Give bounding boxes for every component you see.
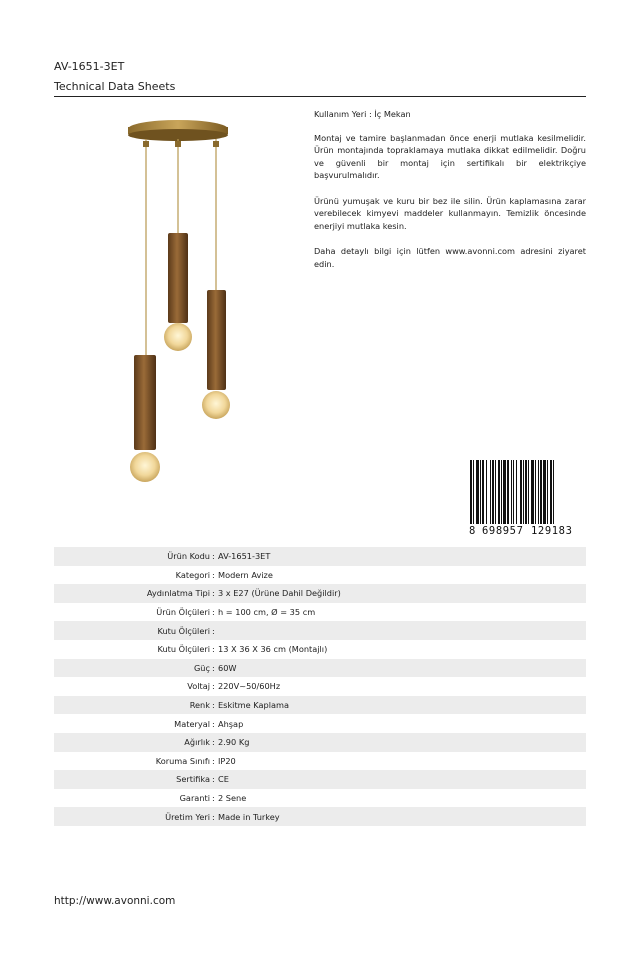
spec-row bbox=[54, 621, 586, 640]
usage-location: Kullanım Yeri : İç Mekan bbox=[314, 109, 411, 119]
spec-row bbox=[54, 807, 586, 826]
spec-value: 2 Sene bbox=[218, 793, 247, 804]
barcode-digits-left: 698957 bbox=[482, 525, 524, 536]
barcode-bar bbox=[492, 460, 494, 524]
spec-value: h = 100 cm, Ø = 35 cm bbox=[218, 607, 316, 618]
spec-row bbox=[54, 714, 586, 733]
spec-label: Voltaj bbox=[187, 681, 210, 692]
header-product-code: AV-1651-3ET bbox=[54, 60, 125, 73]
spec-label: Materyal bbox=[174, 718, 210, 729]
spec-value: Modern Avize bbox=[218, 569, 273, 580]
spec-row bbox=[54, 659, 586, 678]
barcode-bar bbox=[480, 460, 481, 524]
spec-row bbox=[54, 566, 586, 585]
spec-label: Güç bbox=[193, 662, 210, 673]
spec-value: 13 X 36 X 36 cm (Montajlı) bbox=[218, 644, 328, 655]
spec-value: Eskitme Kaplama bbox=[218, 700, 290, 711]
spec-label: Ağırlık bbox=[184, 737, 210, 748]
spec-row bbox=[54, 752, 586, 771]
spec-label: Renk bbox=[189, 700, 210, 711]
spec-label: Üretim Yeri bbox=[165, 811, 210, 822]
spec-label: Kategori bbox=[175, 569, 210, 580]
barcode-bar bbox=[547, 460, 548, 524]
barcode-bar bbox=[513, 460, 514, 524]
spec-separator: : bbox=[212, 681, 215, 692]
barcode-bar bbox=[503, 460, 506, 524]
spec-row bbox=[54, 640, 586, 659]
spec-separator: : bbox=[212, 607, 215, 618]
barcode-bar bbox=[528, 460, 529, 524]
barcode-digit-lead: 8 bbox=[469, 525, 476, 536]
barcode bbox=[468, 458, 586, 536]
barcode-bar bbox=[540, 460, 542, 524]
barcode-bar bbox=[543, 460, 546, 524]
spec-row bbox=[54, 547, 586, 566]
barcode-bar bbox=[498, 460, 500, 524]
spec-label: Ürün Ölçüleri bbox=[156, 607, 210, 618]
spec-label: Koruma Sınıfı bbox=[155, 755, 210, 766]
spec-separator: : bbox=[212, 588, 215, 599]
spec-separator: : bbox=[212, 811, 215, 822]
barcode-bar bbox=[520, 460, 522, 524]
spec-label: Kutu Ölçüleri bbox=[157, 625, 210, 636]
spec-table bbox=[54, 547, 586, 826]
barcode-bar bbox=[482, 460, 484, 524]
usage-info bbox=[314, 108, 586, 283]
barcode-bar bbox=[490, 460, 491, 524]
footer-url[interactable]: http://www.avonni.com bbox=[54, 895, 176, 907]
spec-value: Ahşap bbox=[218, 718, 244, 729]
spec-row bbox=[54, 677, 586, 696]
barcode-bar bbox=[486, 460, 487, 524]
barcode-bar bbox=[501, 460, 502, 524]
barcode-bar bbox=[523, 460, 524, 524]
barcode-bar bbox=[470, 460, 472, 524]
spec-label: Aydınlatma Tipi bbox=[146, 588, 210, 599]
spec-separator: : bbox=[212, 700, 215, 711]
spec-label: Sertifika bbox=[176, 774, 210, 785]
spec-label: Ürün Kodu bbox=[167, 551, 210, 562]
barcode-bar bbox=[495, 460, 496, 524]
spec-value: 3 x E27 (Ürüne Dahil Değildir) bbox=[218, 588, 341, 599]
spec-value: Made in Turkey bbox=[218, 811, 280, 822]
spec-separator: : bbox=[212, 551, 215, 562]
spec-row bbox=[54, 603, 586, 622]
spec-value: 2.90 Kg bbox=[218, 737, 250, 748]
barcode-bar bbox=[516, 460, 517, 524]
spec-separator: : bbox=[212, 737, 215, 748]
spec-value: 220V~50/60Hz bbox=[218, 681, 281, 692]
spec-label: Garanti bbox=[179, 793, 210, 804]
spec-value: CE bbox=[218, 774, 229, 785]
cleaning-instructions: Ürünü yumuşak ve kuru bir bez ile silin. Ürün kaplamasına zarar verebilecek kimyevi maddeler kullanmayın. Temizlik öncesinde enerjiyi mutlaka kesin. bbox=[314, 195, 586, 231]
spec-separator: : bbox=[212, 755, 215, 766]
header-divider bbox=[54, 96, 586, 97]
barcode-digits-right: 129183 bbox=[531, 525, 573, 536]
barcode-bar bbox=[531, 460, 534, 524]
spec-row bbox=[54, 696, 586, 715]
barcode-bars bbox=[470, 460, 554, 524]
spec-separator: : bbox=[212, 644, 215, 655]
spec-value: IP20 bbox=[218, 755, 236, 766]
spec-separator: : bbox=[212, 662, 215, 673]
spec-label: Kutu Ölçüleri bbox=[157, 644, 210, 655]
spec-row bbox=[54, 789, 586, 808]
barcode-bar bbox=[511, 460, 512, 524]
spec-separator: : bbox=[212, 774, 215, 785]
spec-separator: : bbox=[212, 569, 215, 580]
more-info-note: Daha detaylı bilgi için lütfen www.avonni.com adresini ziyaret edin. bbox=[314, 245, 586, 269]
spec-row bbox=[54, 584, 586, 603]
barcode-bar bbox=[473, 460, 474, 524]
barcode-bar bbox=[550, 460, 552, 524]
spec-value: AV-1651-3ET bbox=[218, 551, 271, 562]
spec-row bbox=[54, 770, 586, 789]
header-title: Technical Data Sheets bbox=[54, 80, 176, 93]
spec-row bbox=[54, 733, 586, 752]
spec-separator: : bbox=[212, 793, 215, 804]
spec-separator: : bbox=[212, 718, 215, 729]
barcode-bar bbox=[553, 460, 554, 524]
barcode-bar bbox=[507, 460, 509, 524]
spec-value: 60W bbox=[218, 662, 237, 673]
product-image bbox=[110, 115, 250, 495]
barcode-bar bbox=[476, 460, 479, 524]
barcode-bar bbox=[538, 460, 539, 524]
installation-warning: Montaj ve tamire başlanmadan önce enerji mutlaka kesilmelidir. Ürün montajında topraklamaya mutlaka dikkat edilmelidir. Doğru ve güvenli bir montaj için sertifikalı bir elektrikçiye başvurulmalıdır. bbox=[314, 132, 586, 181]
barcode-bar bbox=[525, 460, 527, 524]
barcode-bar bbox=[535, 460, 536, 524]
spec-separator: : bbox=[212, 625, 215, 636]
